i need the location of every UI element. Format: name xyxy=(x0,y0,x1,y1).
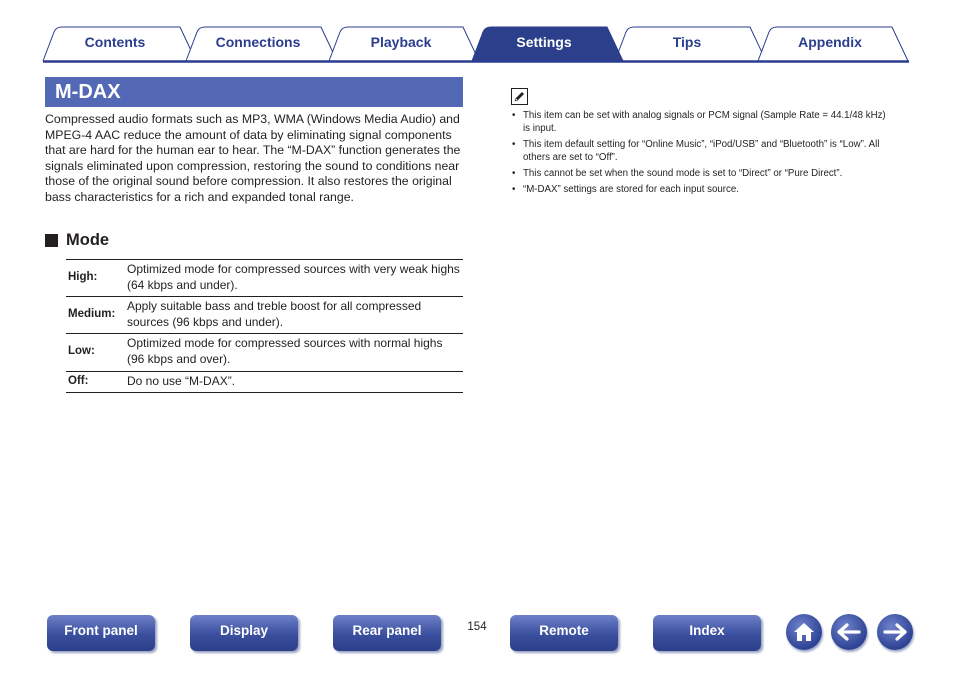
mode-key: High: xyxy=(66,260,126,297)
table-row xyxy=(66,260,463,297)
list-item: • This item can be set with analog signals or PCM signal (Sample Rate = 44.1/48 kHz) is input. xyxy=(512,109,892,135)
mode-key: Off: xyxy=(66,371,126,393)
list-item: • This item default setting for “Online Music”, “iPod/USB” and “Bluetooth” is “Low”. All others are set to “Off”. xyxy=(512,138,892,164)
mode-heading xyxy=(45,230,109,250)
mode-heading-label: Mode xyxy=(66,230,110,249)
list-item: • This cannot be set when the sound mode is set to “Direct” or “Pure Direct”. xyxy=(512,167,892,180)
tab-playback[interactable]: Playback xyxy=(370,34,432,50)
page-number: 154 xyxy=(467,621,487,633)
page-title: M-DAX xyxy=(45,77,463,107)
tab-contents[interactable]: Contents xyxy=(84,34,146,50)
display-button[interactable]: Display xyxy=(190,615,298,651)
mode-key: Low: xyxy=(66,334,126,371)
mode-key: Medium: xyxy=(66,297,126,334)
square-bullet-icon xyxy=(45,234,58,247)
list-item: • “M-DAX” settings are stored for each input source. xyxy=(512,183,892,196)
remote-button[interactable]: Remote xyxy=(510,615,618,651)
mode-table xyxy=(66,259,463,393)
mode-desc: Apply suitable bass and treble boost for all compressed sources (96 kbps and under). xyxy=(126,297,463,334)
index-button[interactable]: Index xyxy=(653,615,761,651)
front-panel-button[interactable]: Front panel xyxy=(47,615,155,651)
tab-appendix[interactable]: Appendix xyxy=(798,34,862,50)
arrow-right-icon[interactable] xyxy=(877,614,913,650)
rear-panel-button[interactable]: Rear panel xyxy=(333,615,441,651)
table-row xyxy=(66,334,463,371)
home-icon[interactable] xyxy=(786,614,822,650)
tab-tips[interactable]: Tips xyxy=(672,34,702,50)
tab-connections[interactable]: Connections xyxy=(215,34,301,50)
mode-desc: Optimized mode for compressed sources with very weak highs (64 kbps and under). xyxy=(126,260,463,297)
tab-bar xyxy=(0,0,954,64)
intro-paragraph: Compressed audio formats such as MP3, WMA (Windows Media Audio) and MPEG-4 AAC reduce the amount of data by eliminating signal components that are hard for the human ear to hear. The “M-DAX” function generates the signals eliminated upon compression, restoring the sound to conditions near those of the original sound before compression. It also restores the original bass characteristics for a rich and expanded tonal range. xyxy=(45,112,461,204)
table-row xyxy=(66,371,463,393)
table-row xyxy=(66,297,463,334)
mode-desc: Optimized mode for compressed sources with normal highs (96 kbps and over). xyxy=(126,334,463,371)
tab-settings[interactable]: Settings xyxy=(516,34,572,50)
arrow-left-icon[interactable] xyxy=(831,614,867,650)
notes-list xyxy=(512,109,892,199)
tab-shapes xyxy=(0,0,954,64)
mode-desc: Do no use “M-DAX”. xyxy=(126,371,463,393)
pencil-icon xyxy=(511,88,528,105)
